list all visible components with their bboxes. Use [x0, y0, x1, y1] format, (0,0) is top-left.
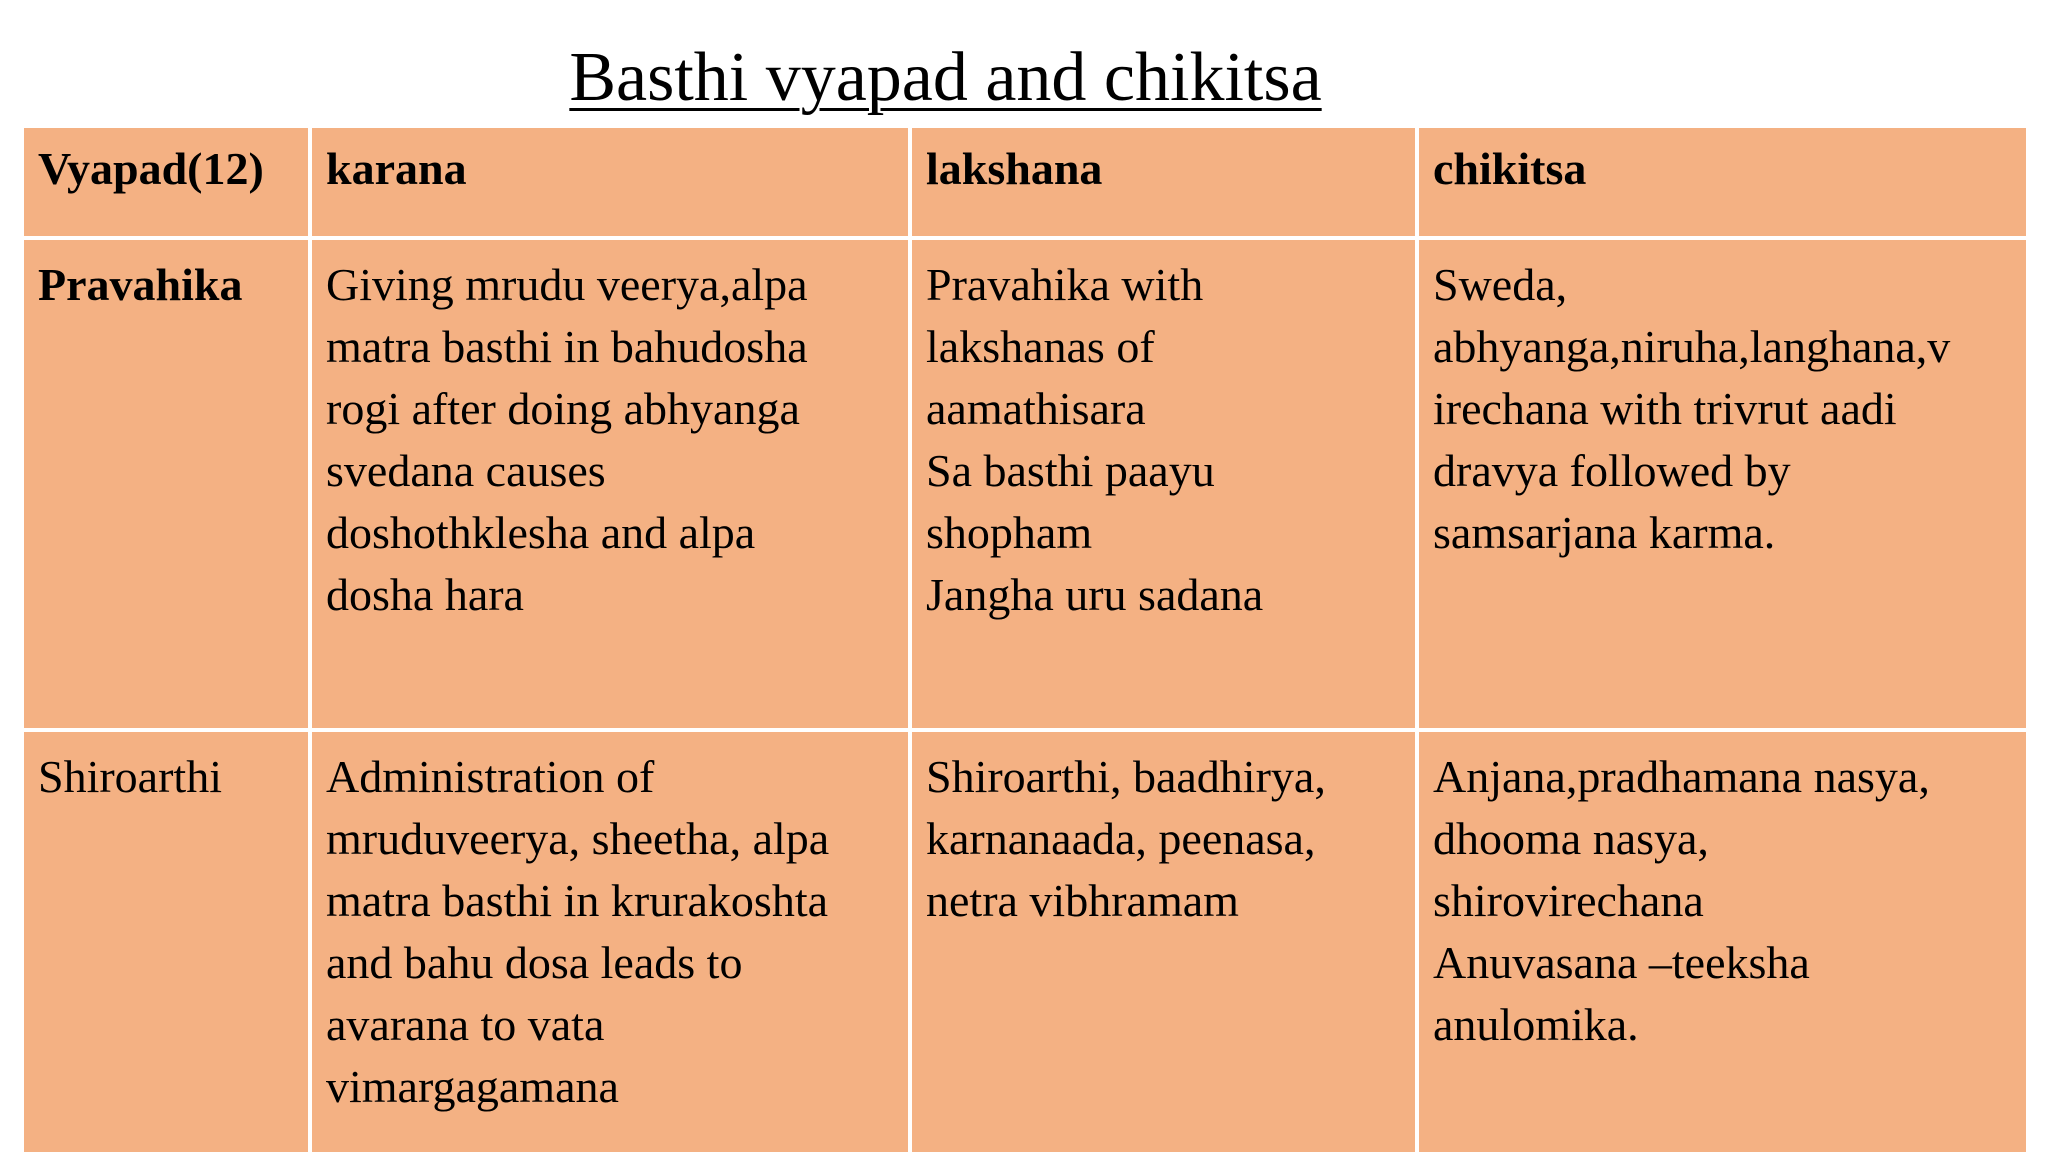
cell-lakshana [910, 238, 1417, 730]
cell-line: Jangha uru sadana [926, 569, 1264, 620]
cell-line: samsarjana karma. [1433, 507, 1776, 558]
cell-line: matra basthi in krurakoshta [326, 875, 829, 926]
cell-line: Shiroarthi, baadhirya, [926, 751, 1326, 802]
cell-line: abhyanga,niruha,langhana,v [1433, 321, 1951, 372]
cell-line: netra vibhramam [926, 875, 1239, 926]
cell-line: Giving mrudu veerya,alpa [326, 259, 808, 310]
cell-lakshana [910, 730, 1417, 1154]
cell-line: karnanaada, peenasa, [926, 813, 1316, 864]
cell-line: doshothklesha and alpa [326, 507, 756, 558]
cell-line: and bahu dosa leads to [326, 937, 743, 988]
cell-line: anulomika. [1433, 999, 1639, 1050]
cell-line: lakshanas of [926, 321, 1155, 372]
cell-karana [310, 730, 910, 1154]
cell-line: irechana with trivrut aadi [1433, 383, 1897, 434]
table-header-row [22, 126, 2028, 238]
header-vyapad: Vyapad(12) [22, 126, 310, 238]
cell-chikitsa [1417, 730, 2028, 1154]
vyapad-table-container [20, 124, 2026, 1130]
cell-line: Sweda, [1433, 259, 1568, 310]
table-row [22, 238, 2028, 730]
cell-line: shopham [926, 507, 1093, 558]
table-row [22, 730, 2028, 1154]
cell-line: Pravahika with [926, 259, 1204, 310]
cell-line: Administration of [326, 751, 655, 802]
cell-vyapad: Pravahika [22, 238, 310, 730]
header-lakshana: lakshana [910, 126, 1417, 238]
header-karana: karana [310, 126, 910, 238]
cell-line: matra basthi in bahudosha [326, 321, 808, 372]
cell-line: vimargagamana [326, 1061, 619, 1112]
cell-line: aamathisara [926, 383, 1146, 434]
slide-title: Basthi vyapad and chikitsa [569, 39, 1322, 116]
cell-line: avarana to vata [326, 999, 605, 1050]
cell-line: Anuvasana –teeksha [1433, 937, 1810, 988]
cell-line: dhooma nasya, [1433, 813, 1709, 864]
cell-vyapad: Shiroarthi [22, 730, 310, 1154]
cell-line: Sa basthi paayu [926, 445, 1215, 496]
cell-line: Anjana,pradhamana nasya, [1433, 751, 1930, 802]
cell-karana [310, 238, 910, 730]
header-chikitsa: chikitsa [1417, 126, 2028, 238]
cell-line: dravya followed by [1433, 445, 1791, 496]
cell-line: dosha hara [326, 569, 524, 620]
cell-line: shirovirechana [1433, 875, 1704, 926]
cell-line: svedana causes [326, 445, 606, 496]
cell-line: rogi after doing abhyanga [326, 383, 800, 434]
cell-line: mruduveerya, sheetha, alpa [326, 813, 830, 864]
cell-chikitsa [1417, 238, 2028, 730]
vyapad-table [20, 124, 2030, 1156]
